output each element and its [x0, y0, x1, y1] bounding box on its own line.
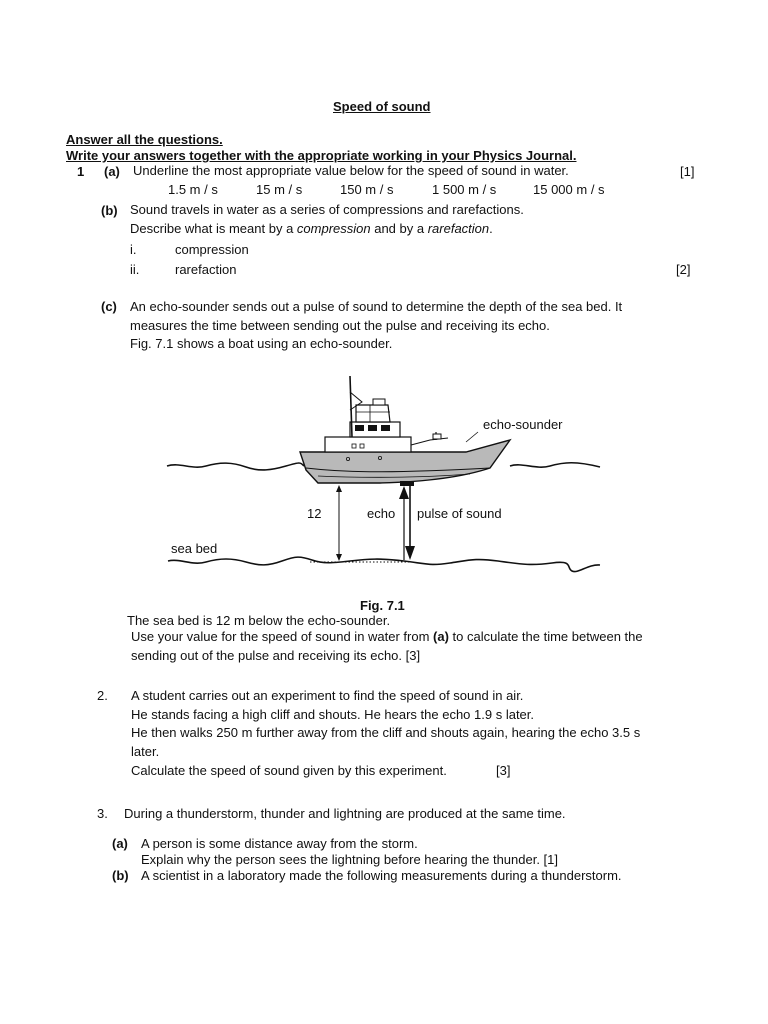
depth-line-top-arrowhead [336, 485, 342, 492]
q1b-item-2-text: rarefaction [175, 262, 237, 277]
q1b-item-1-number: i. [130, 242, 137, 257]
sea-bed-label: sea bed [171, 541, 218, 556]
echo-sounder-device [400, 481, 414, 486]
q1c-line-1: An echo-sounder sends out a pulse of sound to determine the depth of the sea bed. It [130, 299, 623, 314]
q1a-marks: [1] [680, 164, 695, 179]
speed-option-2: 15 m / s [256, 182, 303, 197]
speed-option-4: 1 500 m / s [432, 182, 497, 197]
q3a-line-2: Explain why the person sees the lightning before hearing the thunder. [1] [141, 852, 559, 867]
q2-line-5: Calculate the speed of sound given by this experiment. [131, 763, 447, 778]
echo-sounder-label: echo-sounder [483, 417, 563, 432]
q1b-line-1: Sound travels in water as a series of compressions and rarefactions. [130, 202, 524, 217]
question-2-number: 2. [97, 688, 108, 703]
echo-sounder-leader-line [466, 432, 478, 442]
pulse-of-sound-label: pulse of sound [417, 506, 502, 521]
q3-intro: During a thunderstorm, thunder and lightning are produced at the same time. [124, 806, 566, 821]
q2-line-4: later. [131, 744, 160, 759]
pulse-arrowhead [405, 546, 415, 560]
q1c-after-line-3: sending out of the pulse and receiving its echo. [3] [131, 648, 421, 663]
q1c-line-2: measures the time between sending out the pulse and receiving its echo. [130, 318, 550, 333]
question-3-number: 3. [97, 806, 108, 821]
speed-option-5: 15 000 m / s [533, 182, 605, 197]
q2-line-3: He then walks 250 m further away from the cliff and shouts again, hearing the echo 3.5 s [131, 725, 641, 740]
q3a-label: (a) [112, 836, 128, 851]
depth-line-bottom-arrowhead [336, 554, 342, 561]
question-1-number: 1 [77, 164, 85, 179]
q2-marks: [3] [496, 763, 511, 778]
q1a-label: (a) [104, 164, 120, 179]
figure-caption: Fig. 7.1 [360, 598, 405, 613]
q1c-after-line-1: The sea bed is 12 m below the echo-sounder. [127, 613, 391, 628]
speed-option-1: 1.5 m / s [168, 182, 218, 197]
echo-arrowhead [399, 486, 409, 499]
q1c-line-3: Fig. 7.1 shows a boat using an echo-sounder. [130, 336, 393, 351]
boat-illustration [300, 376, 510, 486]
q1b-item-1-text: compression [175, 242, 249, 257]
sea-bed-line [168, 557, 600, 571]
instruction-line-1: Answer all the questions. [66, 132, 223, 147]
echo-label: echo [367, 506, 396, 521]
speed-option-3: 150 m / s [340, 182, 394, 197]
q1c-label: (c) [101, 299, 117, 314]
q2-line-2: He stands facing a high cliff and shouts. He hears the echo 1.9 s later. [131, 707, 535, 722]
q3b-line-1: A scientist in a laboratory made the following measurements during a thunderstorm. [141, 868, 622, 883]
q1b-label: (b) [101, 203, 118, 218]
q1a-text: Underline the most appropriate value below for the speed of sound in water. [133, 163, 569, 178]
q1c-after-line-2: Use your value for the speed of sound in water from (a) to calculate the time between the [131, 629, 643, 644]
q1b-item-2-number: ii. [130, 262, 140, 277]
instruction-line-2: Write your answers together with the appropriate working in your Physics Journal. [66, 148, 577, 163]
q1b-line-2: Describe what is meant by a compression and by a rarefaction. [130, 221, 493, 236]
q2-line-1: A student carries out an experiment to find the speed of sound in air. [131, 688, 524, 703]
depth-value-label: 12 [307, 506, 322, 521]
q1b-marks: [2] [676, 262, 691, 277]
q3b-label: (b) [112, 868, 129, 883]
page-title: Speed of sound [333, 99, 431, 114]
q3a-line-1: A person is some distance away from the storm. [141, 836, 418, 851]
